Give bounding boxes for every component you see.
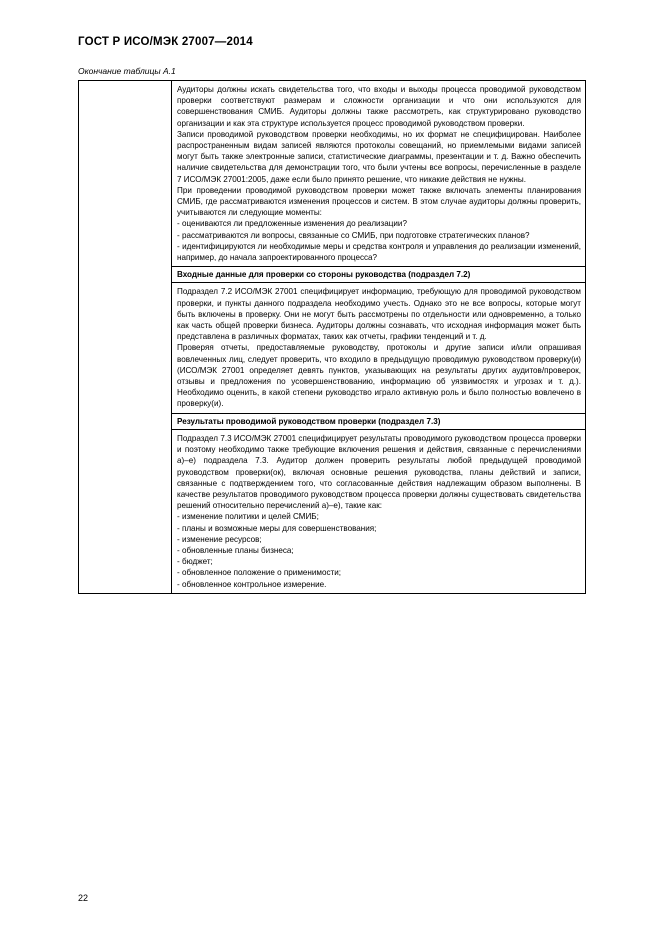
page-header: ГОСТ Р ИСО/МЭК 27007—2014 — [78, 36, 253, 48]
table-row — [79, 81, 586, 267]
paragraph: - изменение ресурсов; — [177, 534, 262, 544]
table-caption: Окончание таблицы А.1 — [78, 66, 176, 76]
paragraph: Записи проводимой руководством проверки необходимы, но их формат не специфицирован. Наиболее распространенным видам записей являются протоколы совещаний, но приемлемыми видами записей могут быть также электронные записи, статистические диаграммы, презентации и т. д. Важно обеспечить наличие свидетельства для демонстрации того, что были учтены все вопросы, перечисленные в разделе 7 ИСО/МЭК 27001:2005, даже если было принято решение, что никакие действия не нужны. — [177, 129, 581, 184]
paragraph: Подраздел 7.3 ИСО/МЭК 27001 специфицирует результаты проводимого руководством процесса проверки и поэтому необходимо также требующие включения решения и действия, связанные с перечислениями а)–е) подраздела 7.3. Аудитор должен проверить результаты любой предыдущей проводимой руководством проверки(ок), включая основные решения руководства, планы действий и записи, связанные с подтверждением того, что согласованные действия надлежащим образом выполнены. В качестве результатов проводимого руководством процесса проверки должны существовать свидетельства решений относительно перечислений а)–е), такие как: — [177, 433, 581, 511]
table-cell-subheading — [172, 267, 586, 283]
paragraph: Проверяя отчеты, предоставляемые руководству, протоколы и другие записи и/или опрашивая вовлеченных лиц, следует проверить, что входило в предыдущую проводимую руководством проверку(и) (ИСО/МЭК 27001 определяет девять пунктов, указывающих на результаты других аудитов/проверок, отзывы и предложения по усовершенствованию, информацию об уязвимостях и угрозах и т. д.). Необходимо оценить, в какой степени руководство играло активную роль и было полностью вовлечено в проверку(и). — [177, 343, 581, 409]
subheading: Входные данные для проверки со стороны руководства (подраздел 7.2) — [177, 270, 471, 280]
paragraph: Аудиторы должны искать свидетельства того, что входы и выходы процесса проводимой руководством проверки соответствуют размерам и сложности организации и что они используются для совершенствования СМИБ. Аудиторы должны также рассмотреть, как структурировано руководство организации и как эта структуре используется процесс проводимой руководством проверки. — [177, 85, 581, 128]
paragraph: - бюджет; — [177, 557, 213, 567]
page-number: 22 — [78, 893, 89, 903]
paragraph: - обновленные планы бизнеса; — [177, 545, 294, 555]
paragraph: - оцениваются ли предложенные изменения до реализации? — [177, 219, 407, 229]
table-cell-left — [79, 81, 172, 594]
annex-table — [78, 80, 586, 594]
table-cell-content — [172, 283, 586, 413]
paragraph: - изменение политики и целей СМИБ; — [177, 512, 319, 522]
paragraph: - рассматриваются ли вопросы, связанные со СМИБ, при подготовке стратегических планов? — [177, 230, 530, 240]
table-cell-content — [172, 81, 586, 267]
table-cell-subheading — [172, 413, 586, 429]
subheading: Результаты проводимой руководством проверки (подраздел 7.3) — [177, 416, 441, 426]
paragraph: - обновленное контрольное измерение. — [177, 579, 327, 589]
paragraph: - идентифицируются ли необходимые меры и средства контроля и управления до реализации изменений, например, до начала запроектированного процесса? — [177, 241, 581, 263]
paragraph: - обновленное положение о применимости; — [177, 568, 341, 578]
table-cell-content — [172, 429, 586, 593]
paragraph: - планы и возможные меры для совершенствования; — [177, 523, 377, 533]
paragraph: Подраздел 7.2 ИСО/МЭК 27001 специфицирует информацию, требующую для проводимой руководством проверки, и пункты данного подраздела необходимо учесть. Однако это не все вопросы, которые могут быть включены в проверку. Они не могут быть рассмотрены по отдельности или одновременно, а только как часть общей проверки бизнеса. Аудиторы должны сознавать, что исходная информация может быть представлена в различных форматах, таких как отчеты, графики тенденций и т. д. — [177, 287, 581, 342]
paragraph: При проведении проводимой руководством проверки может также включать элементы планирования СМИБ, где рассматриваются изменения процессов и систем. В этом случае аудиторы должны проверить, учитываются ли следующие моменты: — [177, 185, 581, 218]
